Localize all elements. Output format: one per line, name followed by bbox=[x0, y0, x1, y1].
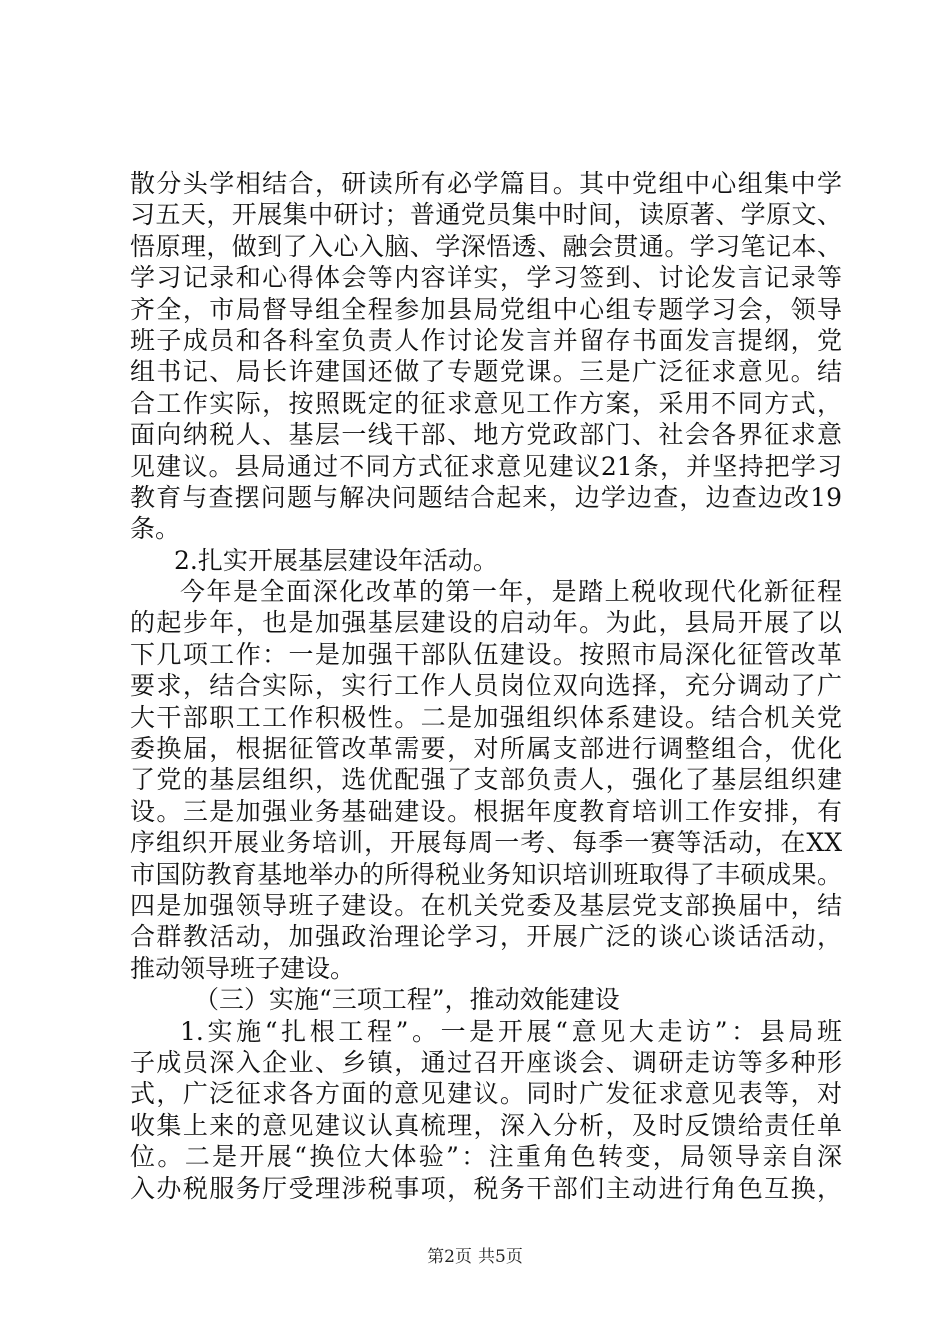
text-line-3: 悟原理，做到了入心入脑、学深悟透、融会贯通。学习笔记本、 bbox=[130, 231, 842, 261]
text-line-23: 市国防教育基地举办的所得税业务知识培训班取得了丰硕成果。 bbox=[130, 859, 842, 889]
text-line-7: 组书记、局长许建国还做了专题党课。三是广泛征求意见。结 bbox=[130, 357, 842, 387]
page-footer bbox=[0, 1246, 950, 1268]
text-line-9: 面向纳税人、基层一线干部、地方党政部门、社会各界征求意 bbox=[130, 420, 842, 450]
text-line-25: 合群教活动，加强政治理论学习，开展广泛的谈心谈话活动， bbox=[130, 922, 842, 952]
text-line-18: 大干部职工工作积极性。二是加强组织体系建设。结合机关党 bbox=[130, 702, 842, 732]
page-number: 第2页 bbox=[427, 1247, 472, 1267]
text-line-17: 要求，结合实际，实行工作人员岗位双向选择，充分调动了广 bbox=[130, 671, 842, 701]
text-line-12: 条。 bbox=[130, 514, 181, 544]
text-line-33: 入办税服务厅受理涉税事项，税务干部们主动进行角色互换， bbox=[130, 1173, 842, 1203]
text-line-2: 习五天，开展集中研讨；普通党员集中时间，读原著、学原文、 bbox=[130, 200, 842, 230]
text-line-19: 委换届，根据征管改革需要，对所属支部进行调整组合，优化 bbox=[130, 734, 842, 764]
text-line-24: 四是加强领导班子建设。在机关党委及基层党支部换届中，结 bbox=[130, 890, 842, 920]
text-line-22: 序组织开展业务培训，开展每周一考、每季一赛等活动，在XX bbox=[130, 828, 842, 858]
text-line-30: 式，广泛征求各方面的意见建议。同时广发征求意见表等，对 bbox=[130, 1079, 842, 1109]
text-line-20: 了党的基层组织，选优配强了支部负责人，强化了基层组织建 bbox=[130, 765, 842, 795]
text-line-8: 合工作实际，按照既定的征求意见工作方案，采用不同方式， bbox=[130, 388, 842, 418]
text-line-15: 的起步年，也是加强基层建设的启动年。为此，县局开展了以 bbox=[130, 608, 842, 638]
document-body bbox=[130, 168, 842, 1204]
section-heading-2: 2.扎实开展基层建设年活动。 bbox=[174, 545, 498, 575]
page-total: 共5页 bbox=[478, 1247, 523, 1267]
text-line-1: 散分头学相结合，研读所有必学篇目。其中党组中心组集中学 bbox=[130, 169, 842, 198]
text-line-28: 1.实施“扎根工程”。一是开展“意见大走访”：县局班 bbox=[180, 1016, 842, 1046]
text-line-26: 推动领导班子建设。 bbox=[130, 953, 356, 983]
text-line-29: 子成员深入企业、乡镇，通过召开座谈会、调研走访等多种形 bbox=[130, 1047, 842, 1077]
text-line-32: 位。二是开展“换位大体验”：注重角色转变，局领导亲自深 bbox=[130, 1142, 842, 1172]
text-line-21: 设。三是加强业务基础建设。根据年度教育培训工作安排，有 bbox=[130, 796, 842, 826]
text-line-11: 教育与查摆问题与解决问题结合起来，边学边查，边查边改19 bbox=[130, 482, 842, 512]
text-line-14: 今年是全面深化改革的第一年，是踏上税收现代化新征程 bbox=[180, 577, 842, 607]
text-line-4: 学习记录和心得体会等内容详实，学习签到、讨论发言记录等 bbox=[130, 263, 842, 293]
text-line-5: 齐全，市局督导组全程参加县局党组中心组专题学习会，领导 bbox=[130, 294, 842, 324]
text-line-6: 班子成员和各科室负责人作讨论发言并留存书面发言提纲，党 bbox=[130, 325, 842, 355]
text-line-16: 下几项工作：一是加强干部队伍建设。按照市局深化征管改革 bbox=[130, 639, 842, 669]
text-line-10: 见建议。县局通过不同方式征求意见建议21条，并坚持把学习 bbox=[130, 451, 842, 481]
section-heading-3: （三）实施“三项工程”，推动效能建设 bbox=[194, 985, 620, 1015]
text-line-31: 收集上来的意见建议认真梳理，深入分析，及时反馈给责任单 bbox=[130, 1110, 842, 1140]
